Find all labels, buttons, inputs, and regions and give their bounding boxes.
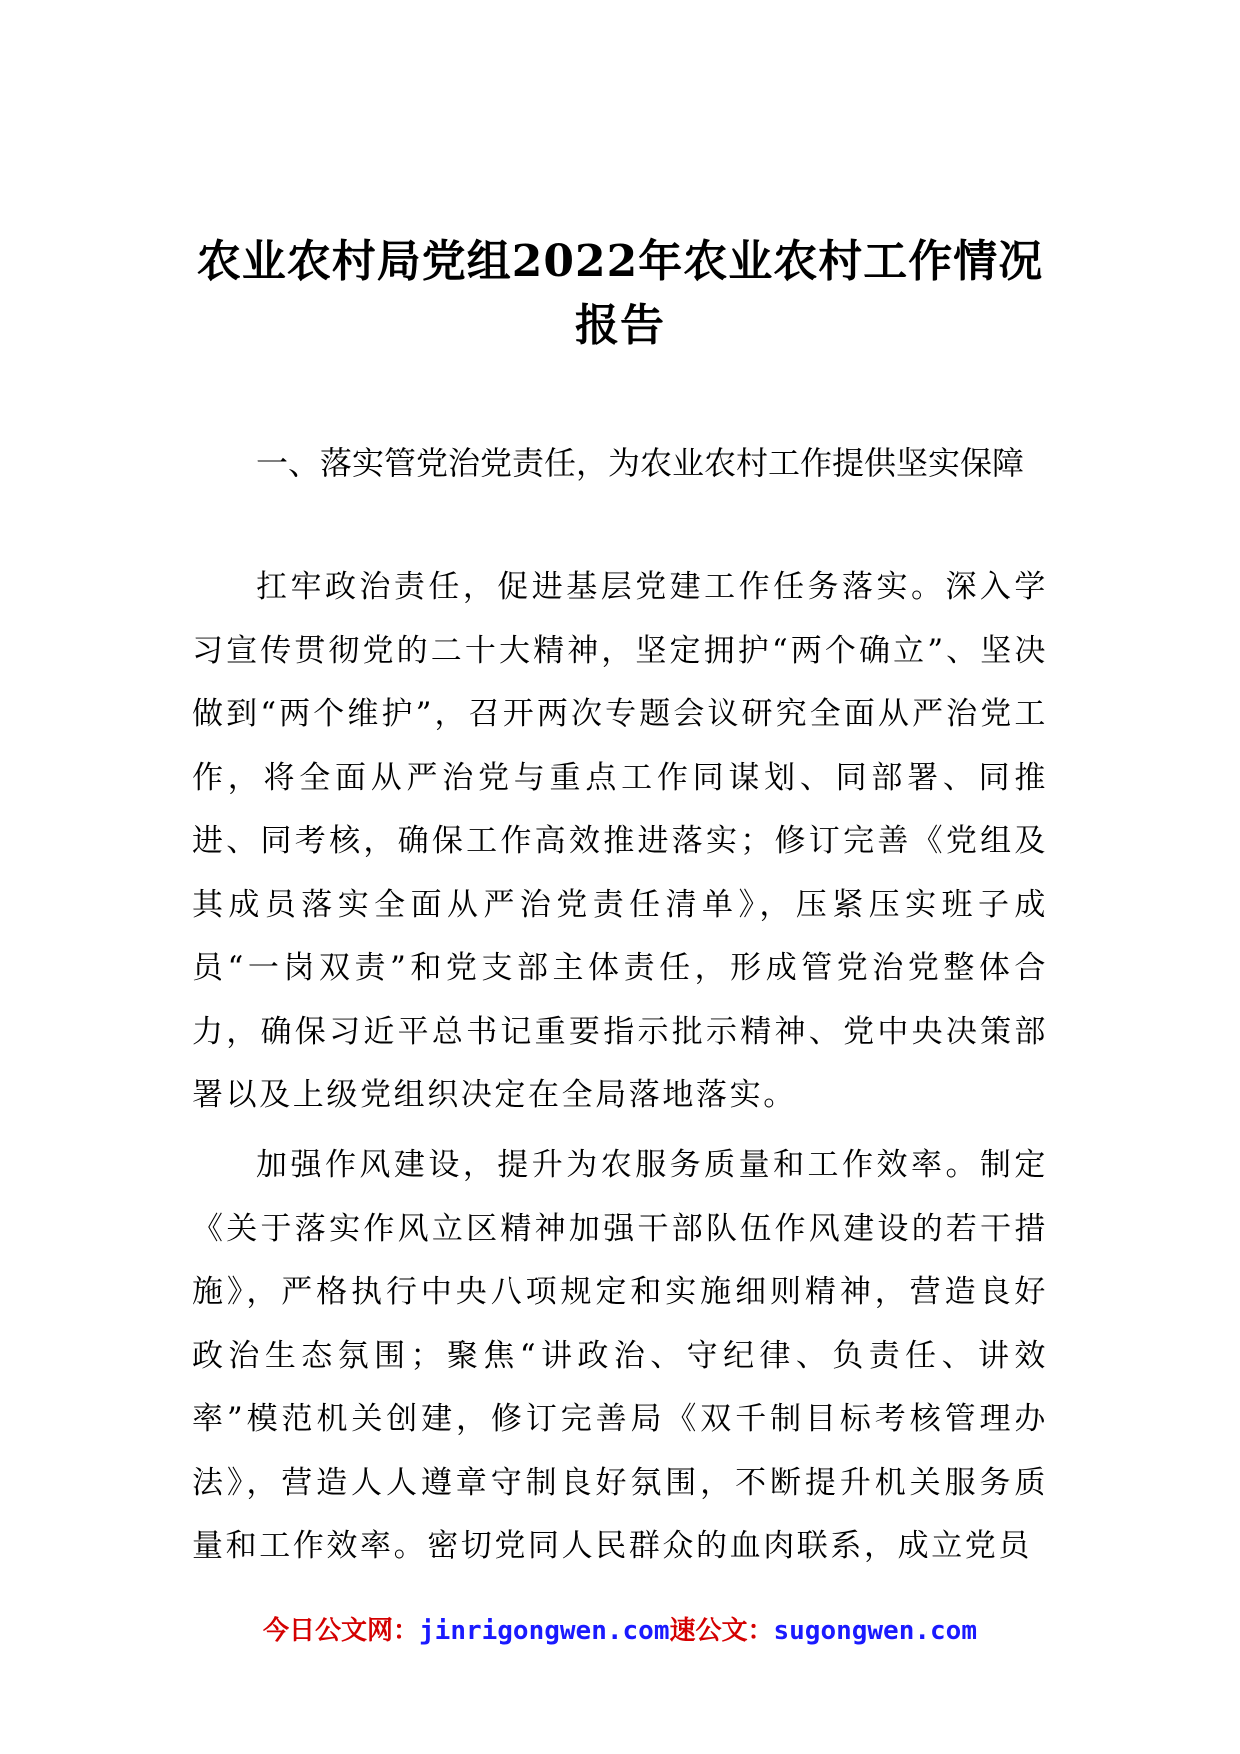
title-line-2: 报告 [575,300,665,351]
title-line-1: 农业农村局党组2022年农业农村工作情况 [196,236,1044,287]
paragraph: 加强作风建设，提升为农服务质量和工作效率。制定《关于落实作风立区精神加强干部队伍作风建设的若干措施》，严格执行中央八项规定和实施细则精神，营造良好政治生态氛围；聚焦“讲政治、守纪律、负责任、讲效率”模范机关创建，修订完善局《双千制目标考核管理办法》，营造人人遵章守制良好氛围，不断提升机关服务质量和工作效率。密切党同人民群众的血肉联系，成立党员 [192,1147,1048,1564]
footer-site2-label: 速公文： [669,1616,774,1646]
footer-watermark [0,1610,1240,1647]
document-title [180,230,1060,358]
footer-site1-label: 今日公文网： [263,1616,420,1646]
footer-site2-url[interactable]: sugongwen.com [773,1616,977,1646]
paragraph: 扛牢政治责任，促进基层党建工作任务落实。深入学习宣传贯彻党的二十大精神，坚定拥护“两个确立”、坚决做到“两个维护”，召开两次专题会议研究全面从严治党工作，将全面从严治党与重点工作同谋划、同部署、同推进、同考核，确保工作高效推进落实；修订完善《党组及其成员落实全面从严治党责任清单》，压紧压实班子成员“一岗双责”和党支部主体责任，形成管党治党整体合力，确保习近平总书记重要指示批示精神、党中央决策部署以及上级党组织决定在全局落地落实。 [192,569,1048,1113]
section-heading: 一、落实管党治党责任，为农业农村工作提供坚实保障 [256,444,1025,482]
footer-site1-url[interactable]: jinrigongwen.com [419,1616,670,1646]
